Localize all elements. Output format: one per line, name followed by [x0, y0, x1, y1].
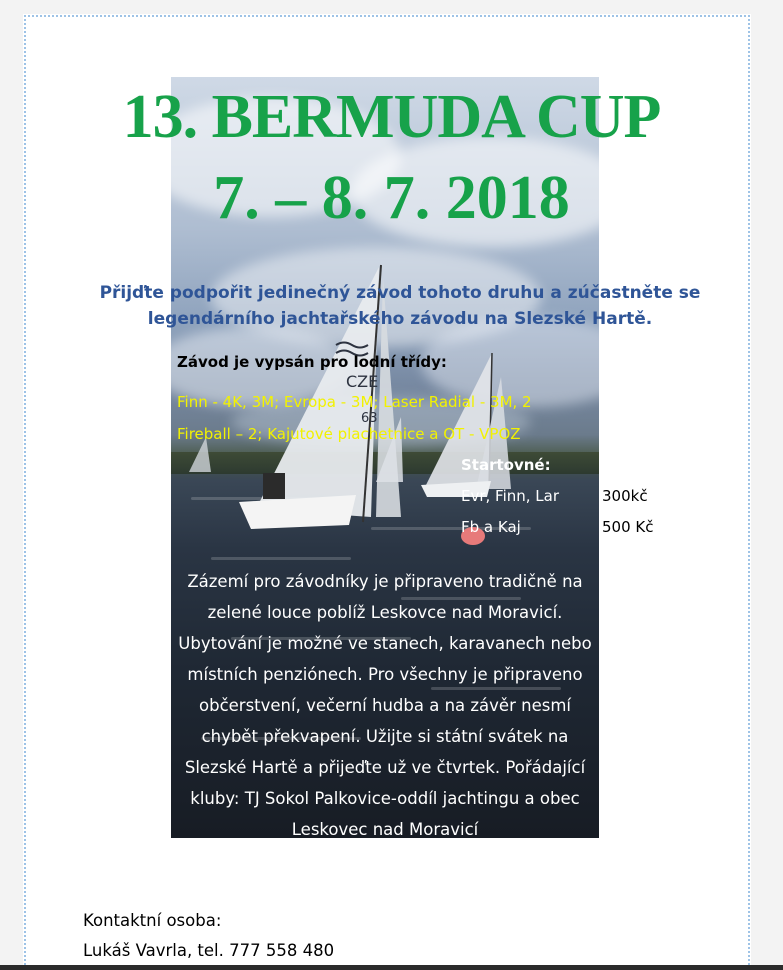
intro-text: Přijďte podpořit jedinečný závod tohoto druhu a zúčastněte se legendárního jachtařského závodu na Slezské Hartě. [99, 283, 701, 329]
event-title: 13. BERMUDA CUP [122, 83, 661, 151]
sail-number-mark: 63 [361, 411, 378, 426]
page-bottom-edge [0, 965, 783, 970]
classes-line-1: Finn - 4K, 3M; Evropa - 3M; Laser Radial - 3M, 2 [177, 393, 532, 411]
fee-row-price: 500 Kč [602, 518, 654, 536]
fees-heading: Startovné: [461, 456, 551, 474]
contact-person: Lukáš Vavrla, tel. 777 558 480 [83, 941, 335, 960]
classes-line-2: Fireball – 2; Kajutové plachetnice a OT - VPOZ [177, 425, 521, 443]
contact-label: Kontaktní osoba: [83, 911, 222, 930]
classes-heading: Závod je vypsán pro lodní třídy: [177, 353, 447, 371]
sail-number-mark: CZE [346, 372, 379, 391]
fee-row-label: Evr, Finn, Lar [461, 487, 560, 505]
event-description: Zázemí pro závodníky je připraveno tradičně na zelené louce poblíž Leskovce nad Moravicí. Ubytování je možné ve stanech, karavanech nebo místních penziónech. Pro všechny je připraveno občerstvení, večerní hudba a na závěr nesmí chybět překvapení. Užijte si státní svátek na Slezské Hartě a přijeďte už ve čtvrtek. Pořádající kluby: TJ Sokol Palkovice-oddíl jachtingu a obec Leskovec nad Moravicí [178, 572, 592, 839]
fee-row-price: 300kč [602, 487, 648, 505]
fee-row-label: Fb a Kaj [461, 518, 521, 536]
event-dates: 7. – 8. 7. 2018 [213, 164, 570, 232]
